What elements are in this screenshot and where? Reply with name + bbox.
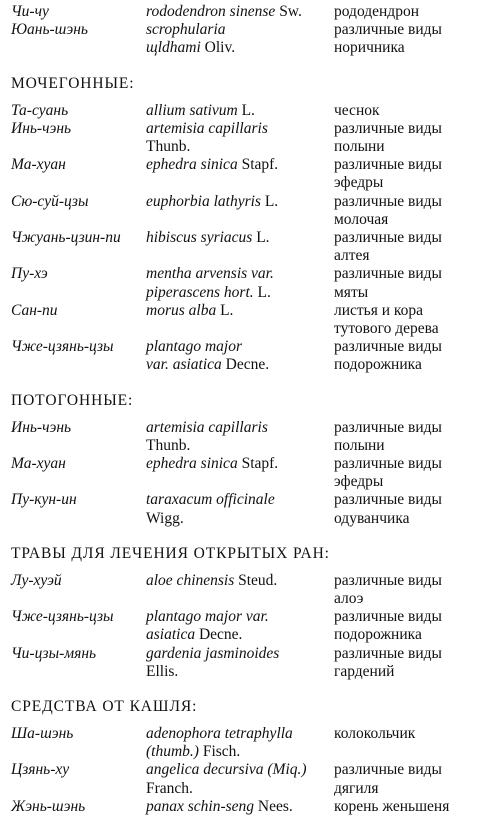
latin-italic: hibiscus syriacus — [146, 229, 253, 246]
latin-author: Wigg. — [146, 509, 184, 527]
russian-name: колокольчик — [334, 725, 416, 742]
latin-author: Oliv. — [200, 39, 236, 57]
entry-row — [0, 246, 490, 265]
chinese-name: Лу-хуэй — [11, 571, 62, 589]
entry-row — [0, 760, 490, 779]
latin-name — [146, 228, 270, 247]
latin-name — [146, 337, 242, 356]
entry-row — [0, 337, 490, 356]
russian-name: мяты — [334, 283, 369, 301]
latin-italic: mentha arvensis var. — [146, 265, 274, 283]
entry-row — [0, 173, 490, 192]
russian-name: различные виды — [334, 192, 442, 210]
latin-name — [146, 418, 268, 437]
russian-name: алтея — [334, 247, 370, 265]
section-heading: МОЧЕГОННЫЕ: — [11, 74, 135, 92]
latin-name — [146, 724, 293, 743]
entry-row — [0, 301, 490, 320]
latin-author: Decne. — [221, 356, 270, 374]
latin-name — [146, 101, 255, 120]
latin-name — [146, 607, 269, 626]
latin-name — [146, 137, 190, 156]
latin-name — [146, 192, 278, 211]
latin-author: Thunb. — [146, 138, 191, 155]
russian-name: гардений — [334, 662, 395, 680]
russian-name: дягиля — [334, 779, 379, 797]
latin-author: L. — [237, 101, 255, 119]
russian-name: листья и кора — [334, 301, 424, 319]
entry-row — [0, 192, 490, 211]
chinese-name: Та-суань — [11, 101, 69, 119]
section-heading: ТРАВЫ ДЛЯ ЛЕЧЕНИЯ ОТКРЫТЫХ РАН: — [11, 544, 330, 562]
entry-row — [0, 119, 490, 138]
chinese-name: Жэнь-шэнь — [11, 797, 86, 815]
entry-row — [0, 38, 490, 57]
russian-name: различные виды — [334, 761, 442, 779]
russian-name: одуванчика — [334, 509, 410, 527]
latin-name — [146, 760, 307, 779]
entry-row — [0, 472, 490, 491]
entry-row — [0, 724, 490, 743]
latin-name — [146, 119, 268, 138]
chinese-name: Ша-шэнь — [11, 725, 74, 742]
entry-row — [0, 210, 490, 229]
latin-name — [146, 301, 233, 320]
chinese-name: Цзянь-ху — [11, 761, 70, 779]
entry-row — [0, 418, 490, 437]
latin-name — [146, 436, 190, 455]
latin-italic: morus alba — [146, 301, 217, 319]
entry-row — [0, 779, 490, 798]
latin-name — [146, 155, 278, 174]
latin-italic: ephedra sinica — [146, 156, 238, 174]
chinese-name: Пу-кун-ин — [11, 491, 77, 509]
latin-italic: (thumb.) — [146, 743, 199, 761]
entry-row — [0, 742, 490, 761]
latin-italic: щldhami — [146, 39, 201, 57]
latin-name — [146, 797, 293, 816]
latin-author: Nees. — [254, 797, 293, 815]
latin-author: L. — [253, 283, 271, 301]
russian-name: чеснок — [334, 101, 380, 119]
latin-author: Decne. — [195, 626, 243, 644]
latin-name — [146, 571, 277, 590]
latin-italic: angelica decursiva (Miq.) — [146, 761, 307, 779]
russian-name: различные виды — [334, 644, 442, 662]
latin-italic: piperascens hort. — [146, 283, 254, 301]
russian-name: рододендрон — [334, 3, 419, 20]
entry-row — [0, 436, 490, 455]
latin-italic: var. asiatica — [146, 356, 222, 374]
russian-name: алоэ — [334, 590, 364, 607]
latin-author: L. — [260, 192, 279, 210]
chinese-name: Чжуань-цзин-пи — [11, 229, 121, 246]
latin-italic: taraxacum officinale — [146, 491, 275, 509]
latin-italic: scrophularia — [146, 21, 226, 39]
entry-row — [0, 137, 490, 156]
latin-italic: asiatica — [146, 626, 196, 644]
latin-author: Steud. — [234, 571, 278, 589]
entry-row — [0, 625, 490, 644]
latin-author: Fisch. — [198, 743, 241, 761]
latin-italic: artemisia capillaris — [146, 119, 268, 137]
russian-name: тутового дерева — [334, 320, 439, 337]
entry-row — [0, 355, 490, 374]
russian-name: норичника — [334, 39, 405, 57]
russian-name: корень женьшеня — [334, 797, 450, 815]
entry-row — [0, 571, 490, 590]
latin-name — [146, 779, 193, 798]
entry-row — [0, 101, 490, 120]
latin-author: L. — [216, 301, 234, 319]
entry-row — [0, 797, 490, 816]
latin-author: Sw. — [275, 3, 302, 20]
entry-row — [0, 662, 490, 681]
latin-name — [146, 355, 269, 374]
latin-italic: rododendron sinense — [146, 3, 276, 20]
chinese-name: Чже-цзянь-цзы — [11, 608, 114, 626]
russian-name: молочая — [334, 210, 389, 228]
chinese-name: Чи-чу — [11, 3, 49, 20]
latin-name — [146, 625, 242, 644]
russian-name: различные виды — [334, 418, 442, 436]
russian-name: различные виды — [334, 608, 442, 626]
entry-row — [0, 644, 490, 663]
latin-name — [146, 38, 235, 57]
latin-italic: ephedra sinica — [146, 455, 238, 472]
chinese-name: Сан-пи — [11, 301, 58, 319]
russian-name: различные виды — [334, 156, 442, 174]
entry-row — [0, 228, 490, 247]
section-heading: ПОТОГОННЫЕ: — [11, 391, 134, 409]
chinese-name: Чи-цзы-мянь — [11, 644, 97, 662]
latin-italic: aloe chinensis — [146, 571, 235, 589]
section-heading: СРЕДСТВА ОТ КАШЛЯ: — [11, 698, 198, 715]
latin-name — [146, 509, 184, 528]
russian-name: различные виды — [334, 571, 442, 589]
latin-name — [146, 454, 278, 473]
entry-row — [0, 607, 490, 626]
entry-row — [0, 20, 490, 39]
latin-name — [146, 20, 226, 39]
chinese-name: Юань-шэнь — [11, 21, 88, 39]
russian-name: различные виды — [334, 338, 442, 356]
chinese-name: Ма-хуан — [11, 156, 66, 174]
chinese-name: Инь-чэнь — [11, 418, 72, 436]
latin-name — [146, 490, 275, 509]
russian-name: различные виды — [334, 455, 442, 472]
latin-italic: euphorbia lathyris — [146, 192, 261, 210]
latin-italic: allium sativum — [146, 101, 238, 119]
russian-name: подорожника — [334, 356, 422, 374]
latin-author: Stapf. — [237, 455, 279, 472]
chinese-name: Сю-суй-цзы — [11, 192, 89, 210]
latin-italic: gardenia jasminoides — [146, 644, 280, 662]
chinese-name: Ма-хуан — [11, 455, 66, 472]
chinese-name: Инь-чэнь — [11, 119, 72, 137]
russian-name: полыни — [334, 138, 385, 155]
latin-name — [146, 264, 274, 283]
latin-author: Stapf. — [237, 156, 279, 174]
latin-name — [146, 2, 302, 21]
entry-row — [0, 509, 490, 528]
latin-italic: plantago major var. — [146, 608, 269, 626]
russian-name: различные виды — [334, 491, 442, 509]
entry-row — [0, 454, 490, 473]
latin-name — [146, 644, 279, 663]
latin-author: Ellis. — [146, 662, 179, 680]
latin-italic: plantago major — [146, 338, 243, 356]
russian-name: подорожника — [334, 626, 422, 644]
latin-italic: artemisia capillaris — [146, 418, 268, 436]
latin-name — [146, 662, 178, 681]
latin-italic: adenophora tetraphylla — [146, 725, 293, 742]
entry-row — [0, 490, 490, 509]
russian-name: различные виды — [334, 229, 442, 246]
latin-name — [146, 283, 271, 302]
entry-row — [0, 283, 490, 302]
chinese-name: Пу-хэ — [11, 265, 48, 283]
russian-name: различные виды — [334, 21, 442, 39]
russian-name: различные виды — [334, 265, 442, 283]
latin-name — [146, 742, 240, 761]
latin-author: L. — [252, 229, 270, 246]
latin-author: Franch. — [146, 779, 193, 797]
chinese-name: Чже-цзянь-цзы — [11, 338, 114, 356]
entry-row — [0, 2, 490, 21]
entry-row — [0, 155, 490, 174]
russian-name: эфедры — [334, 473, 384, 491]
latin-italic: panax schin-seng — [146, 797, 255, 815]
latin-author: Thunb. — [146, 436, 191, 454]
entry-row — [0, 264, 490, 283]
entry-row — [0, 589, 490, 608]
russian-name: различные виды — [334, 119, 442, 137]
entry-row — [0, 319, 490, 338]
russian-name: эфедры — [334, 174, 384, 192]
russian-name: полыни — [334, 436, 385, 454]
